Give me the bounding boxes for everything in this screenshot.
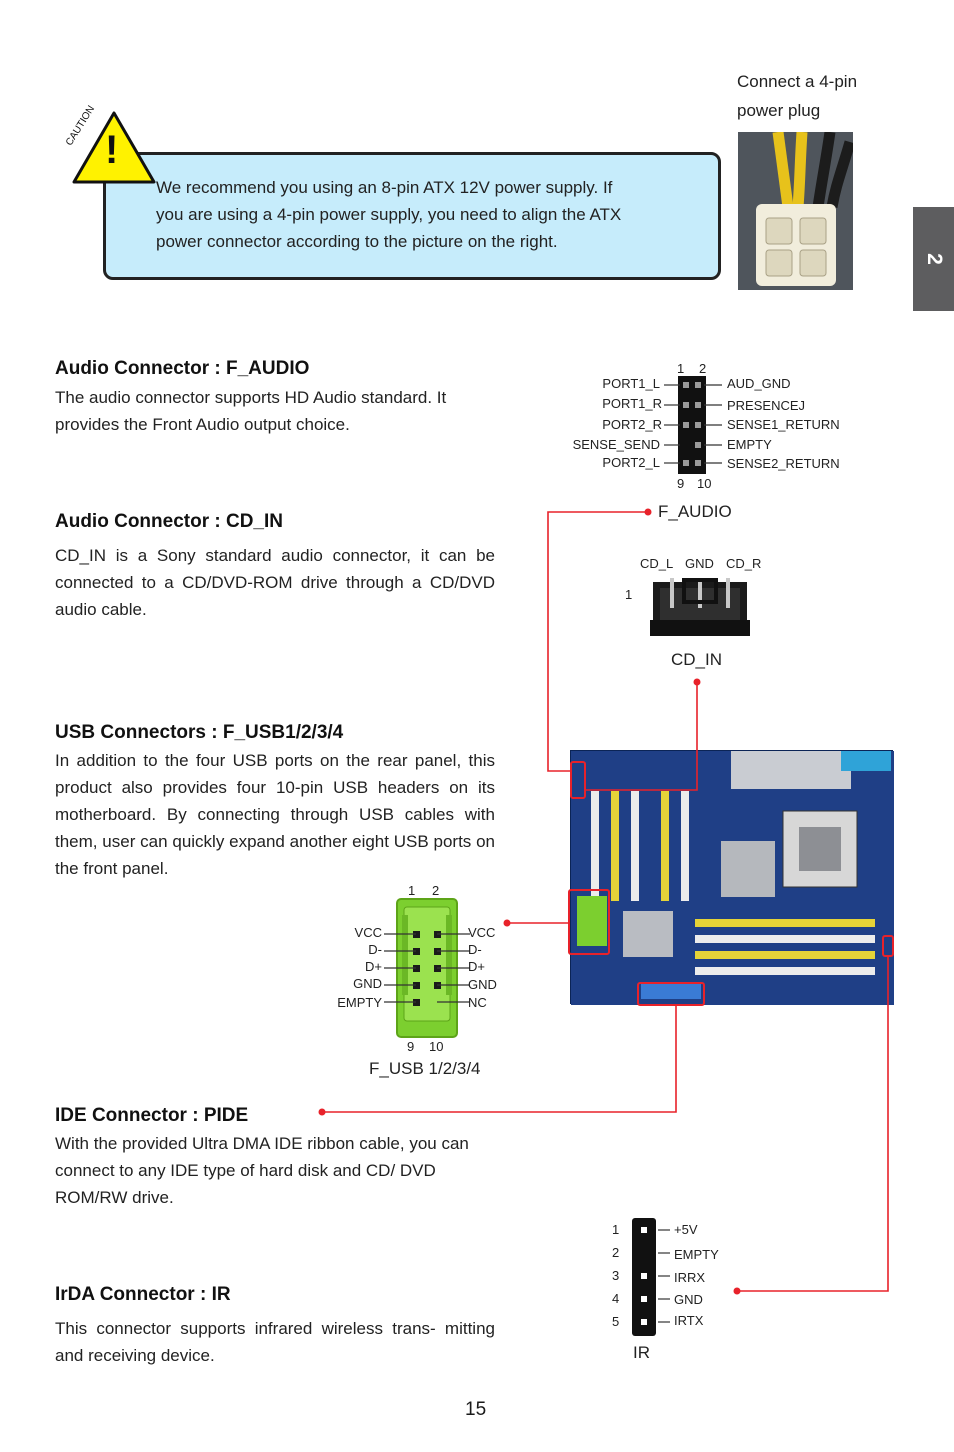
fusb-leader-dot (504, 920, 511, 927)
ir-pin-number-3: 3 (612, 1268, 620, 1283)
ir-leader-dot (734, 1288, 741, 1295)
ide-description: With the provided Ultra DMA IDE ribbon cable, you can connect to any IDE type of hard disk and CD/ DVD ROM/RW drive. (55, 1134, 469, 1207)
ir-pin-4: GND (674, 1292, 703, 1307)
page-number: 15 (465, 1399, 487, 1420)
caution-text-line-2: you are using a 4-pin power supply, you need to align the ATX (156, 205, 622, 224)
faudio-right-pin-3: SENSE1_RETURN (727, 417, 840, 432)
caution-exclamation: ! (105, 128, 119, 172)
faudio-left-pin-3: PORT2_R (602, 417, 662, 432)
power-caption-line-1: Connect a 4-pin (737, 72, 858, 91)
power-caption (737, 68, 857, 124)
fusb-pin-1: 1 (408, 883, 416, 898)
irda-description: This connector supports infrared wireless trans- mitting and receiving device. (55, 1319, 495, 1365)
motherboard-image (570, 750, 893, 1004)
fusb-left-pin-1: VCC (354, 925, 382, 940)
fusb-left-pin-4: GND (353, 976, 382, 991)
cdin-description: CD_IN is a Sony standard audio connector, it can be connected to a CD/DVD-ROM drive through a CD/DVD audio cable. (55, 546, 495, 619)
power-caption-line-2: power plug (737, 101, 821, 120)
faudio-right-pin-1: AUD_GND (727, 376, 791, 391)
ir-pin-2: EMPTY (674, 1247, 719, 1262)
faudio-connector (662, 374, 724, 476)
ir-connector (630, 1216, 672, 1338)
ir-leader (737, 957, 888, 1291)
fusb-right-pin-4: GND (468, 977, 497, 992)
faudio-left-pin-2: PORT1_R (602, 396, 662, 411)
caution-text-line-1: We recommend you using an 8-pin ATX 12V power supply. If (156, 178, 613, 197)
cdin-connector (650, 574, 750, 638)
faudio-left-pin-4: SENSE_SEND (572, 437, 660, 452)
chapter-tab (913, 207, 954, 311)
ir-pin-number-1: 1 (612, 1222, 620, 1237)
cdin-label: CD_IN (671, 650, 723, 669)
audio-description: The audio connector supports HD Audio standard. It provides the Front Audio output choice. (55, 388, 447, 434)
faudio-left-pin-5: PORT2_L (602, 455, 660, 470)
faudio-leader-dot (645, 509, 652, 516)
faudio-left-pin-1: PORT1_L (602, 376, 660, 391)
chapter-number: 2 (922, 253, 946, 265)
ir-pin-number-4: 4 (612, 1291, 620, 1306)
ide-heading: IDE Connector : PIDE (55, 1105, 249, 1126)
faudio-pin-1: 1 (677, 361, 685, 376)
fusb-right-pin-1: VCC (468, 925, 496, 940)
ir-pin-3: IRRX (674, 1270, 706, 1285)
faudio-pin-9: 9 (677, 476, 685, 491)
fusb-left-pin-5: EMPTY (337, 995, 382, 1010)
fusb-left-pin-3: D+ (365, 959, 382, 974)
pide-leader-dot (319, 1109, 326, 1116)
fusb-pin-10: 10 (429, 1039, 444, 1054)
fusb-highlight (568, 889, 610, 955)
faudio-highlight (570, 761, 586, 799)
faudio-label: F_AUDIO (658, 502, 732, 521)
fusb-label: F_USB 1/2/3/4 (369, 1059, 481, 1078)
ir-highlight (882, 935, 894, 957)
motherboard-illustration (571, 751, 894, 1005)
fusb-left-pin-2: D- (368, 942, 382, 957)
ir-pin-1: +5V (674, 1222, 698, 1237)
fusb-connector (382, 897, 472, 1039)
ir-pin-number-5: 5 (612, 1314, 620, 1329)
ir-label: IR (633, 1343, 650, 1362)
cdin-heading: Audio Connector : CD_IN (55, 511, 283, 532)
pide-highlight (637, 982, 705, 1006)
faudio-right-pin-5: SENSE2_RETURN (727, 456, 840, 471)
caution-text (156, 174, 716, 255)
faudio-leader (548, 512, 648, 771)
cdin-pin-1-marker: 1 (625, 587, 633, 602)
power-plug-photo (738, 132, 853, 290)
fusb-right-pin-5: NC (468, 995, 487, 1010)
faudio-right-pin-2: PRESENCEJ (727, 398, 806, 413)
fusb-pin-9: 9 (407, 1039, 415, 1054)
caution-label: CAUTION (64, 103, 98, 148)
ir-pin-number-2: 2 (612, 1245, 620, 1260)
faudio-pin-2: 2 (699, 361, 707, 376)
usb-heading: USB Connectors : F_USB1/2/3/4 (55, 722, 344, 743)
faudio-pin-10: 10 (697, 476, 712, 491)
fusb-right-pin-3: D+ (468, 959, 485, 974)
faudio-right-pin-4: EMPTY (727, 437, 772, 452)
fusb-pin-2: 2 (432, 883, 440, 898)
cdin-pin-cdl: CD_L (640, 556, 674, 571)
ir-pin-5: IRTX (674, 1313, 704, 1328)
usb-description: In addition to the four USB ports on the rear panel, this product also provides four 10-pin USB headers on its motherboard. By connecting through USB cables with them, user can quickly expand another eight USB ports on the front panel. (55, 751, 495, 878)
audio-heading: Audio Connector : F_AUDIO (55, 358, 310, 379)
cdin-pin-gnd: GND (685, 556, 714, 571)
caution-text-line-3: power connector according to the picture on the right. (156, 232, 558, 251)
cdin-leader-dot (694, 679, 701, 686)
power-plug-illustration (738, 132, 853, 290)
irda-heading: IrDA Connector : IR (55, 1284, 231, 1305)
fusb-right-pin-2: D- (468, 942, 482, 957)
cdin-pin-cdr: CD_R (726, 556, 762, 571)
